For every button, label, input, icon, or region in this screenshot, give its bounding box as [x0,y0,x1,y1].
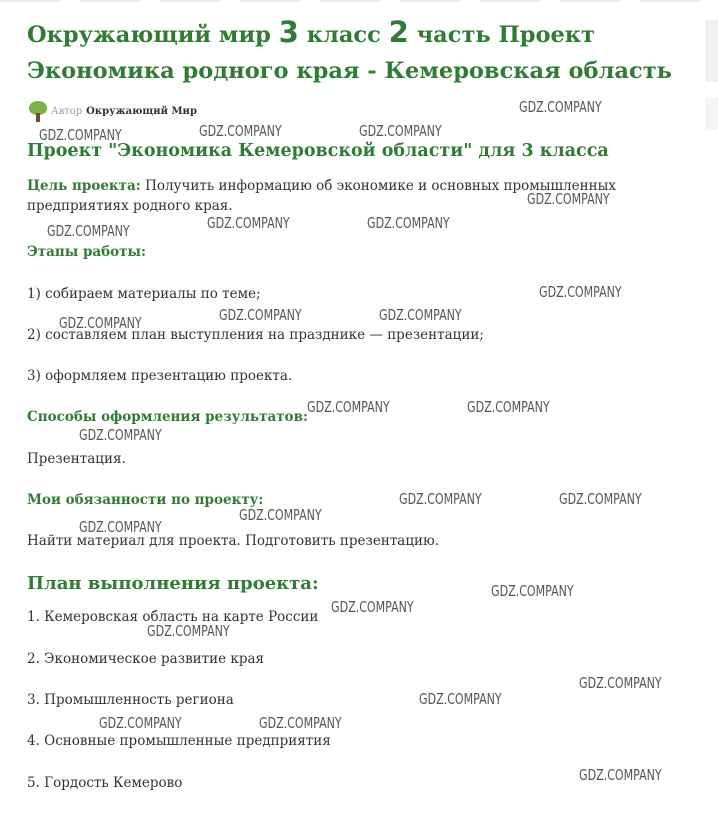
watermark: GDZ.COMPANY [147,622,230,640]
watermark: GDZ.COMPANY [419,690,502,708]
author-label: Автор [51,105,83,117]
title-text: класс [298,22,389,48]
watermark: GDZ.COMPANY [527,190,610,208]
plan-heading: План выполнения проекта: [27,573,319,594]
watermark: GDZ.COMPANY [59,314,142,332]
watermark: GDZ.COMPANY [539,283,622,301]
format-text: Презентация. [27,451,126,467]
title-text: Окружающий мир [27,22,279,48]
author-info [28,101,197,121]
stage-item: 2) составляем план выступления на празднике — презентации; [27,327,484,343]
goal-text: Получить информацию об экономике и основных промышленных предприятиях родного края. [27,178,616,214]
watermark: GDZ.COMPANY [359,122,442,140]
watermark: GDZ.COMPANY [367,214,450,232]
watermark: GDZ.COMPANY [579,674,662,692]
top-border [0,0,718,2]
watermark: GDZ.COMPANY [467,398,550,416]
side-panel-tab[interactable] [706,20,718,82]
plan-item: 3. Промышленность региона [27,692,234,708]
watermark: GDZ.COMPANY [331,598,414,616]
project-heading: Проект "Экономика Кемеровской области" для 3 класса [27,141,609,161]
author-name[interactable]: Окружающий Мир [86,105,197,117]
watermark: GDZ.COMPANY [79,518,162,536]
page-title [27,14,687,89]
stage-item: 1) собираем материалы по теме; [27,286,261,302]
watermark: GDZ.COMPANY [47,222,130,240]
watermark: GDZ.COMPANY [99,714,182,732]
format-label: Способы оформления результатов: [27,409,308,425]
stages-label: Этапы работы: [27,244,147,260]
watermark: GDZ.COMPANY [399,490,482,508]
plan-item: 4. Основные промышленные предприятия [27,733,331,749]
watermark: GDZ.COMPANY [579,766,662,784]
watermark: GDZ.COMPANY [491,582,574,600]
stage-item: 3) оформляем презентацию проекта. [27,368,293,384]
side-panel-tab[interactable] [706,98,718,130]
watermark: GDZ.COMPANY [199,122,282,140]
watermark: GDZ.COMPANY [207,214,290,232]
watermark: GDZ.COMPANY [219,306,302,324]
duties-label: Мои обязанности по проекту: [27,492,264,508]
watermark: GDZ.COMPANY [379,306,462,324]
watermark: GDZ.COMPANY [79,426,162,444]
title-line-2: Экономика родного края - Кемеровская область [27,58,672,84]
goal-label: Цель проекта: [27,178,141,194]
title-grade: 3 [278,15,299,49]
tree-icon [28,101,48,122]
title-part-number: 2 [388,15,409,49]
duties-text: Найти материал для проекта. Подготовить презентацию. [27,533,440,549]
watermark: GDZ.COMPANY [39,126,122,144]
watermark: GDZ.COMPANY [519,98,602,116]
watermark: GDZ.COMPANY [259,714,342,732]
plan-item: 5. Гордость Кемерово [27,775,183,791]
watermark: GDZ.COMPANY [307,398,390,416]
title-text: часть Проект [408,22,595,48]
plan-item: 2. Экономическое развитие края [27,651,265,667]
watermark: GDZ.COMPANY [559,490,642,508]
watermark: GDZ.COMPANY [239,506,322,524]
plan-item: 1. Кемеровская область на карте России [27,609,319,625]
